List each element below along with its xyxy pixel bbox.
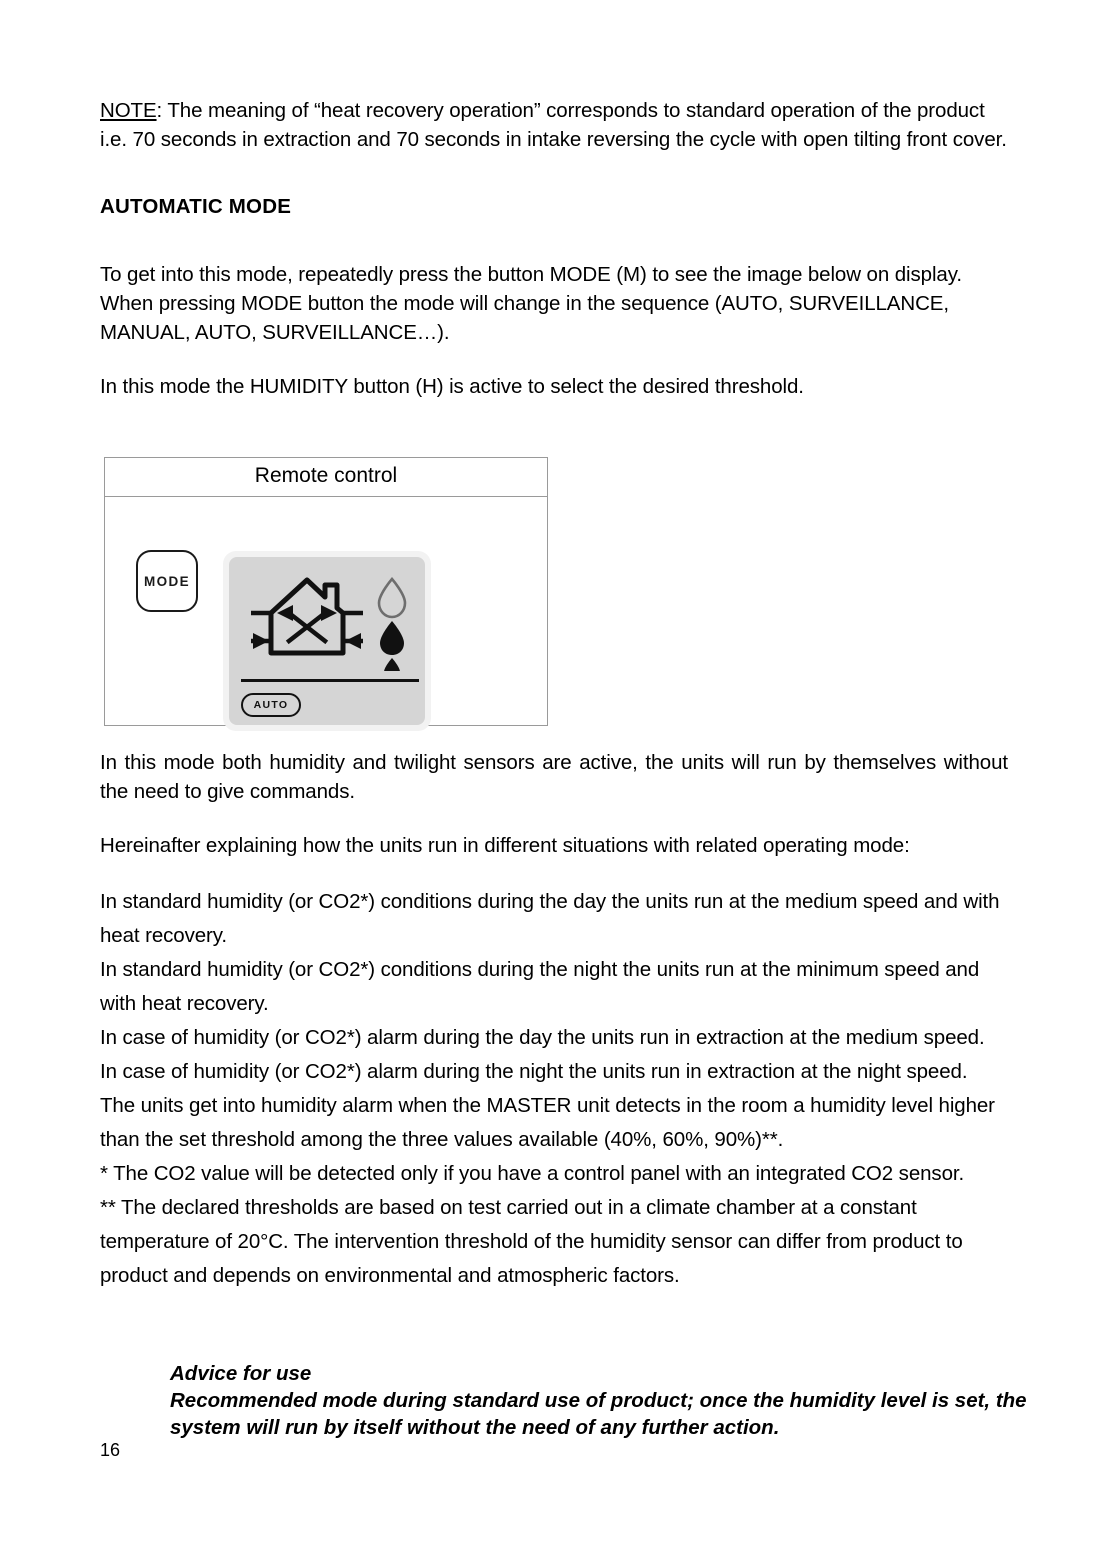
lcd-screen (229, 557, 425, 725)
lcd-icon-group (229, 561, 425, 671)
figure-body (105, 497, 547, 725)
spacer (100, 246, 1008, 260)
figure-caption: Remote control (105, 458, 547, 497)
alarm-explanation: The units get into humidity alarm when the MASTER unit detects in the room a humidity level higher than the set threshold among the three values available (40%, 60%, 90%)**. (100, 1094, 995, 1151)
hereinafter-paragraph: Hereinafter explaining how the units run in different situations with related operating mode: (100, 834, 910, 857)
note-colon: : (156, 99, 163, 122)
house-heat-recovery-icon (271, 580, 343, 653)
lcd-divider (241, 679, 419, 682)
airflow-cross-lines (289, 613, 325, 641)
condition-item: In case of humidity (or CO2*) alarm during the night the units run in extraction at the night speed. (100, 1060, 968, 1083)
spacer (100, 154, 1008, 179)
footnote-single-star: * The CO2 value will be detected only if you have a control panel with an integrated CO2 sensor. (100, 1162, 965, 1185)
intro-paragraph-2: When pressing MODE button the mode will change in the sequence (AUTO, SURVEILLANCE, MANUAL, AUTO, SURVEILLANCE…). (100, 292, 949, 344)
spacer (100, 860, 1008, 885)
spacer (100, 221, 1008, 246)
auto-mode-badge: AUTO (241, 693, 301, 717)
droplet-filled-large-icon (380, 621, 404, 655)
droplet-outline-icon (379, 579, 405, 617)
page-number: 16 (100, 1440, 121, 1460)
page-content-lower (100, 748, 1008, 1293)
lcd-frame (223, 551, 431, 731)
page-content (100, 96, 1008, 401)
condition-item: In standard humidity (or CO2*) conditions during the day the units run at the medium speed and with heat recovery. (100, 890, 1000, 947)
advice-text: Recommended mode during standard use of product; once the humidity level is set, the system will run by itself without the need of any further action. (170, 1389, 1027, 1439)
intro-paragraph-3: In this mode the HUMIDITY button (H) is active to select the desired threshold. (100, 375, 804, 398)
condition-item: In standard humidity (or CO2*) conditions during the night the units run at the minimum speed and with heat recovery. (100, 958, 980, 1015)
note-paragraph (100, 96, 1008, 154)
spacer (100, 806, 1008, 831)
advice-block (170, 1360, 1070, 1441)
after-figure-paragraph: In this mode both humidity and twilight sensors are active, the units will run by themselves without the need to give commands. (100, 751, 1008, 803)
spacer (100, 179, 1008, 193)
mode-button[interactable]: MODE (136, 550, 198, 612)
page-title: AUTOMATIC MODE (100, 195, 292, 218)
footnote-double-star: ** The declared thresholds are based on test carried out in a climate chamber at a constant temperature of 20°C. The intervention threshold of the humidity sensor can differ from product to product and depends on environmental and atmospheric factors. (100, 1196, 963, 1287)
intro-paragraph-1: To get into this mode, repeatedly press the button MODE (M) to see the image below on display. (100, 263, 962, 286)
remote-control-figure (104, 457, 548, 726)
advice-title: Advice for use (170, 1362, 312, 1385)
note-text: The meaning of “heat recovery operation” corresponds to standard operation of the product i.e. 70 seconds in extraction and 70 seconds in intake reversing the cycle with open tilting front cover. (100, 99, 1007, 151)
condition-item: In case of humidity (or CO2*) alarm during the day the units run in extraction at the medium speed. (100, 1026, 985, 1049)
droplet-filled-small-icon (384, 658, 400, 671)
note-label: NOTE (100, 99, 157, 122)
spacer (100, 347, 1008, 372)
